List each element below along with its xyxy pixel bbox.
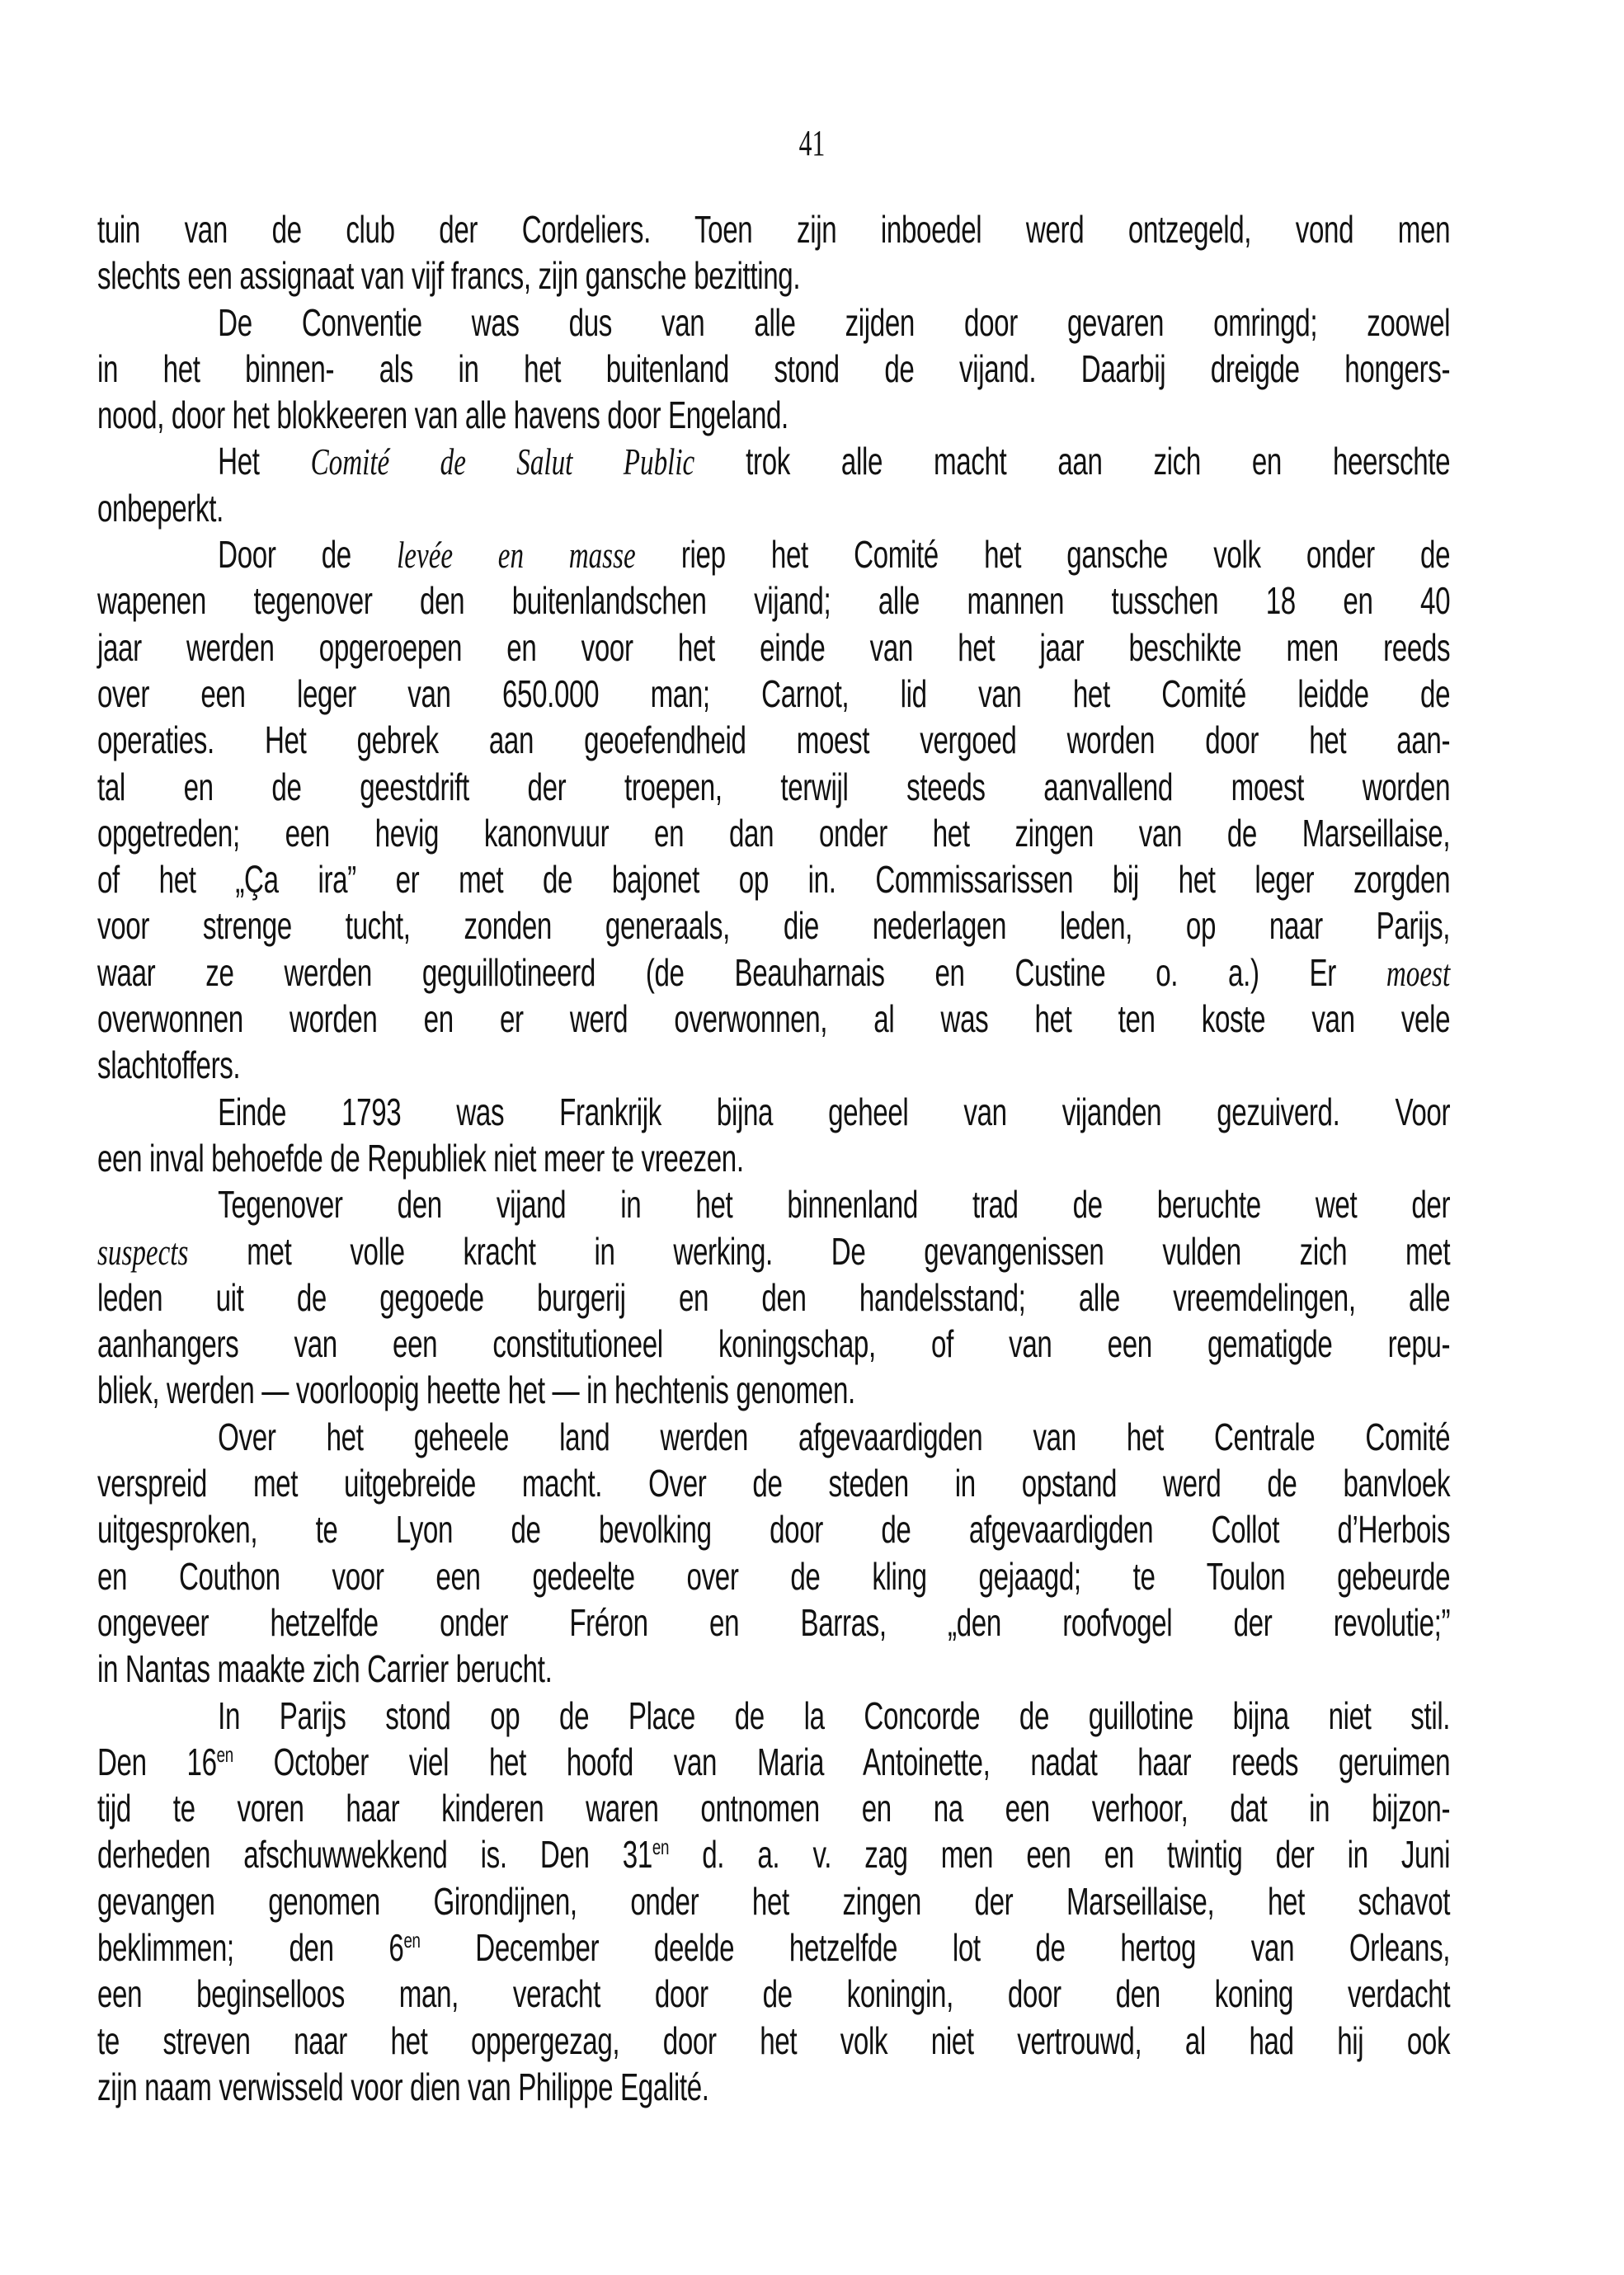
text-run: Einde 1793 was Frankrijk bijna geheel van vijanden gezuiverd. Voor [218, 1090, 1451, 1133]
text-run: slachtoffers. [97, 1043, 241, 1087]
text-line [97, 810, 1450, 856]
text-line [97, 902, 1450, 949]
text-line [97, 1646, 1450, 1692]
text-line [97, 1460, 1450, 1506]
text-line [97, 949, 1450, 996]
text-run: operaties. Het gebrek aan geoefendheid moest vergoed worden door het aan- [97, 718, 1451, 762]
text-run: nood, door het blokkeeren van alle havens door Engeland. [97, 393, 788, 437]
text-run: opgetreden; een hevig kanonvuur en dan onder het zingen van de Marseillaise, [97, 811, 1451, 855]
text-line [97, 1971, 1450, 2017]
text-line [97, 1831, 1450, 1877]
text-run: of het „Ça ira” er met de bajonet op in. Commissarissen bij het leger zorgden [97, 858, 1451, 902]
text-run: wapenen tegenover den buitenlandschen vijand; alle mannen tusschen 18 en 40 [97, 579, 1451, 623]
text-run: jaar werden opgeroepen en voor het einde van het jaar beschikte men reeds [97, 625, 1451, 669]
body-text [97, 206, 1450, 2110]
text-line [97, 1878, 1450, 1924]
text-run: De Conventie was dus van alle zijden door gevaren omringd; zoowel [218, 300, 1451, 344]
text-line [97, 1414, 1450, 1460]
text-run: te streven naar het oppergezag, door het volk niet vertrouwd, al had hij ook [97, 2018, 1451, 2062]
text-line [97, 717, 1450, 763]
text-run: tal en de geestdrift der troepen, terwijl steeds aanvallend moest worden [97, 765, 1451, 808]
text-line [97, 764, 1450, 810]
text-run: verspreid met uitgebreide macht. Over de steden in opstand werd de banvloek [97, 1462, 1451, 1505]
text-run: een beginselloos man, veracht door de koningin, door den koning verdacht [97, 1972, 1451, 2016]
text-run: December deelde hetzelfde lot de hertog van Orleans, [420, 1925, 1451, 1969]
text-run: aanhangers van een constitutioneel koningschap, of van een gematigde repu- [97, 1322, 1451, 1366]
text-run: uitgesproken, te Lyon de bevolking door de afgevaardigden Collot d’Herbois [97, 1508, 1451, 1552]
text-run: d. a. v. zag men een en twintig der in Juni [669, 1833, 1451, 1877]
italic-phrase: levée en masse [397, 534, 636, 577]
text-line [97, 1089, 1450, 1135]
italic-phrase: suspects [97, 1230, 189, 1273]
superscript: en [403, 1927, 421, 1952]
text-line [97, 252, 1450, 299]
text-line [97, 1553, 1450, 1599]
text-line [97, 392, 1450, 438]
text-run: Over het geheele land werden afgevaardigden van het Centrale Comité [218, 1415, 1451, 1458]
text-run: Tegenover den vijand in het binnenland trad de beruchte wet der [218, 1183, 1451, 1227]
text-run: ongeveer hetzelfde onder Fréron en Barras, „den roofvogel der revolutie;” [97, 1600, 1451, 1644]
italic-phrase: moest [1386, 951, 1451, 994]
text-line [97, 996, 1450, 1042]
text-run: gevangen genomen Girondijnen, onder het zingen der Marseillaise, het schavot [97, 1879, 1451, 1923]
text-line [97, 856, 1450, 902]
text-run: riep het Comité het gansche volk onder de [635, 533, 1451, 577]
text-line [97, 624, 1450, 671]
text-run: October viel het hoofd van Maria Antoinette, nadat haar reeds geruimen [233, 1740, 1451, 1783]
text-run: voor strenge tucht, zonden generaals, die nederlagen leden, op naar Parijs, [97, 904, 1451, 948]
text-line [97, 485, 1450, 531]
text-run: overwonnen worden en er werd overwonnen, al was het ten koste van vele [97, 997, 1451, 1041]
superscript: en [652, 1835, 670, 1860]
text-run: met volle kracht in werking. De gevangenissen vulden zich met [188, 1229, 1451, 1273]
text-run: zijn naam verwisseld voor dien van Philippe Egalité. [97, 2065, 709, 2108]
text-run: slechts een assignaat van vijf francs, zijn gansche bezitting. [97, 254, 801, 298]
text-line [97, 1599, 1450, 1646]
text-run: tijd te voren haar kinderen waren ontnomen en na een verhoor, dat in bijzon- [97, 1787, 1451, 1830]
text-run: in Nantas maakte zich Carrier berucht. [97, 1647, 553, 1691]
text-run: over een leger van 650.000 man; Carnot, lid van het Comité leidde de [97, 671, 1451, 715]
text-run: onbeperkt. [97, 486, 224, 530]
text-line [97, 1693, 1450, 1739]
text-line [97, 1321, 1450, 1367]
text-run: Door de [218, 533, 398, 577]
text-line [97, 531, 1450, 577]
italic-phrase: Comité de Salut Public [310, 440, 695, 483]
text-run: In Parijs stond op de Place de la Concorde de guillotine bijna niet stil. [218, 1693, 1451, 1737]
text-line [97, 1181, 1450, 1227]
text-line [97, 2064, 1450, 2110]
text-run: in het binnen- als in het buitenland stond de vijand. Daarbij dreigde hongers- [97, 346, 1451, 390]
text-line [97, 206, 1450, 252]
text-line [97, 1042, 1450, 1088]
text-line [97, 1739, 1450, 1785]
text-run: beklimmen; den 6 [97, 1925, 404, 1969]
text-line [97, 346, 1450, 392]
text-run: derheden afschuwwekkend is. Den 31 [97, 1833, 652, 1877]
text-line [97, 438, 1450, 484]
text-line [97, 2018, 1450, 2064]
text-run: een inval behoefde de Republiek niet meer te vreezen. [97, 1136, 744, 1180]
text-run: waar ze werden geguillotineerd (de Beauharnais en Custine o. a.) Er [97, 950, 1386, 994]
text-line [97, 671, 1450, 717]
text-line [97, 1274, 1450, 1321]
text-line [97, 1924, 1450, 1971]
text-line [97, 1785, 1450, 1831]
text-run: tuin van de club der Cordeliers. Toen zijn inboedel werd ontzegeld, vond men [97, 208, 1451, 251]
text-line [97, 1506, 1450, 1552]
text-line [97, 1367, 1450, 1413]
text-run: leden uit de gegoede burgerij en den handelsstand; alle vreemdelingen, alle [97, 1275, 1451, 1319]
text-run: Het [218, 440, 311, 483]
superscript: en [216, 1741, 233, 1767]
text-run: bliek, werden — voorloopig heette het — in hechtenis genomen. [97, 1368, 855, 1412]
text-run: trok alle macht aan zich en heerschte [694, 440, 1451, 483]
page-number: 41 [798, 123, 826, 163]
text-line [97, 577, 1450, 624]
text-run: en Couthon voor een gedeelte over de kling gejaagd; te Toulon gebeurde [97, 1554, 1451, 1598]
text-line [97, 1135, 1450, 1181]
text-line [97, 299, 1450, 346]
text-line [97, 1228, 1450, 1274]
text-run: Den 16 [97, 1740, 217, 1783]
